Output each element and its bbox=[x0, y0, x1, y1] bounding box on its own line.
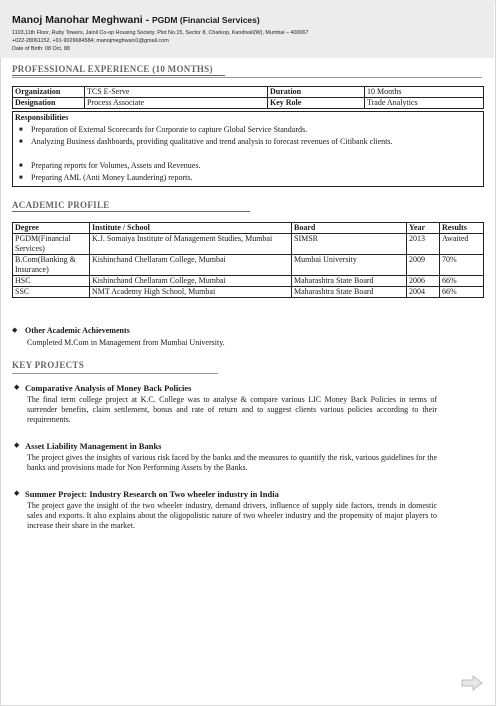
institute-cell: Kishinchand Chellaram College, Mumbai bbox=[90, 255, 292, 276]
contact-line: +022-28061152, +91-9029684584; manojmeghwani1@gmail.com bbox=[12, 38, 169, 44]
keyrole-label: Key Role bbox=[268, 98, 365, 109]
diamond-icon: ◆ bbox=[14, 441, 20, 449]
section-divider bbox=[12, 373, 218, 374]
degree-cell: HSC bbox=[13, 276, 90, 287]
institute-cell: Kishinchand Chellaram College, Mumbai bbox=[90, 276, 292, 287]
organization-label: Organization bbox=[13, 87, 85, 98]
section-divider bbox=[12, 211, 250, 212]
project-title: Asset Liability Management in Banks bbox=[25, 441, 162, 451]
responsibility-text: Preparing reports for Volumes, Assets and Revenues. bbox=[31, 161, 201, 170]
year-cell: 2013 bbox=[407, 234, 440, 255]
project-description: The project gives the insights of various risk faced by the banks and the measures to quantify the risk, various guidelines for the banks and provisions made for Non Performing Assets by the Banks. bbox=[27, 453, 437, 472]
table-row bbox=[13, 255, 484, 276]
section-title-academic: ACADEMIC PROFILE bbox=[12, 200, 110, 210]
column-header: Year bbox=[407, 223, 440, 234]
column-header: Results bbox=[440, 223, 484, 234]
name-text: Manoj Manohar Meghwani - bbox=[12, 14, 150, 26]
bullet-icon: ■ bbox=[19, 163, 23, 169]
keyrole-value: Trade Analytics bbox=[365, 98, 484, 109]
board-cell: SIMSR bbox=[292, 234, 407, 255]
result-cell: Awaited bbox=[440, 234, 484, 255]
institute-cell: K.J. Somaiya Institute of Management Studies, Mumbai bbox=[90, 234, 292, 255]
section-divider bbox=[12, 77, 482, 78]
other-achievements-text: Completed M.Com in Management from Mumbai University. bbox=[27, 338, 225, 347]
degree-cell: B.Com(Banking & Insurance) bbox=[13, 255, 90, 276]
section-title-experience: PROFESSIONAL EXPERIENCE (10 MONTHS) bbox=[12, 64, 213, 74]
year-cell: 2009 bbox=[407, 255, 440, 276]
board-cell: Mumbai University bbox=[292, 255, 407, 276]
year-cell: 2004 bbox=[407, 287, 440, 298]
table-row bbox=[13, 234, 484, 255]
address-line: 1103,11th Floor, Ruby Towers, Jainil Co-op Housing Society, Plot No.15, Sector 8, Charkop, Kandivali(W), Mumbai – 400067 bbox=[12, 30, 309, 36]
institute-cell: NMT Academy High School, Mumbai bbox=[90, 287, 292, 298]
academic-table bbox=[12, 222, 484, 298]
bullet-icon: ■ bbox=[19, 175, 23, 181]
section-divider bbox=[12, 75, 225, 76]
project-description: The project gave the insight of the two wheeler industry, demand drivers, influence of supply side factors, trends in domestic sales and exports. It also explains about the oligopolistic nature of two wheeler industry and the propensity of major players to increase their share in the market. bbox=[27, 501, 437, 530]
column-header: Board bbox=[292, 223, 407, 234]
table-row bbox=[13, 287, 484, 298]
board-cell: Maharashtra State Board bbox=[292, 276, 407, 287]
other-achievements-title: Other Academic Achievements bbox=[25, 326, 130, 335]
result-cell: 66% bbox=[440, 287, 484, 298]
duration-label: Duration bbox=[268, 87, 365, 98]
resume-header bbox=[0, 0, 494, 58]
responsibility-text: Analyzing Business dashboards, providing qualitative and trend analysis to forecast revenues of Citibank clients. bbox=[31, 137, 393, 146]
board-cell: Maharashtra State Board bbox=[292, 287, 407, 298]
dob-line: Date of Birth: 08 Oct, 88 bbox=[12, 46, 70, 52]
responsibilities-label: Responsibilities bbox=[15, 113, 69, 122]
designation-label: Designation bbox=[13, 98, 85, 109]
degree-cell: PGDM(Financial Services) bbox=[13, 234, 90, 255]
table-row bbox=[13, 276, 484, 287]
organization-value: TCS E-Serve bbox=[85, 87, 268, 98]
duration-value: 10 Months bbox=[365, 87, 484, 98]
degree-cell: SSC bbox=[13, 287, 90, 298]
project-title: Comparative Analysis of Money Back Policies bbox=[25, 383, 192, 393]
next-arrow-icon[interactable] bbox=[460, 674, 484, 692]
experience-table bbox=[12, 86, 484, 109]
section-title-projects: KEY PROJECTS bbox=[12, 360, 85, 370]
result-cell: 70% bbox=[440, 255, 484, 276]
result-cell: 66% bbox=[440, 276, 484, 287]
project-title: Summer Project: Industry Research on Two wheeler industry in India bbox=[25, 489, 279, 499]
diamond-icon: ◆ bbox=[12, 326, 18, 334]
diamond-icon: ◆ bbox=[14, 383, 20, 391]
column-header: Degree bbox=[13, 223, 90, 234]
responsibilities-box bbox=[12, 111, 484, 187]
qualification-text: PGDM (Financial Services) bbox=[152, 15, 260, 25]
candidate-name bbox=[12, 14, 260, 26]
responsibility-text: Preparation of External Scorecards for Corporate to capture Global Service Standards. bbox=[31, 125, 308, 134]
diamond-icon: ◆ bbox=[14, 489, 20, 497]
bullet-icon: ■ bbox=[19, 139, 23, 145]
year-cell: 2006 bbox=[407, 276, 440, 287]
project-description: The final term college project at K.C. College was to analyse & compare various LIC Money Back Policies in terms of surrender benefits, claim settlement, bonus and rate of return and to suggest clients various policies according to their requirements. bbox=[27, 395, 437, 424]
responsibility-text: Preparing AML (Anti Money Laundering) reports. bbox=[31, 173, 193, 182]
column-header: Institute / School bbox=[90, 223, 292, 234]
bullet-icon: ■ bbox=[19, 127, 23, 133]
table-header-row bbox=[13, 223, 484, 234]
designation-value: Process Associate bbox=[85, 98, 268, 109]
